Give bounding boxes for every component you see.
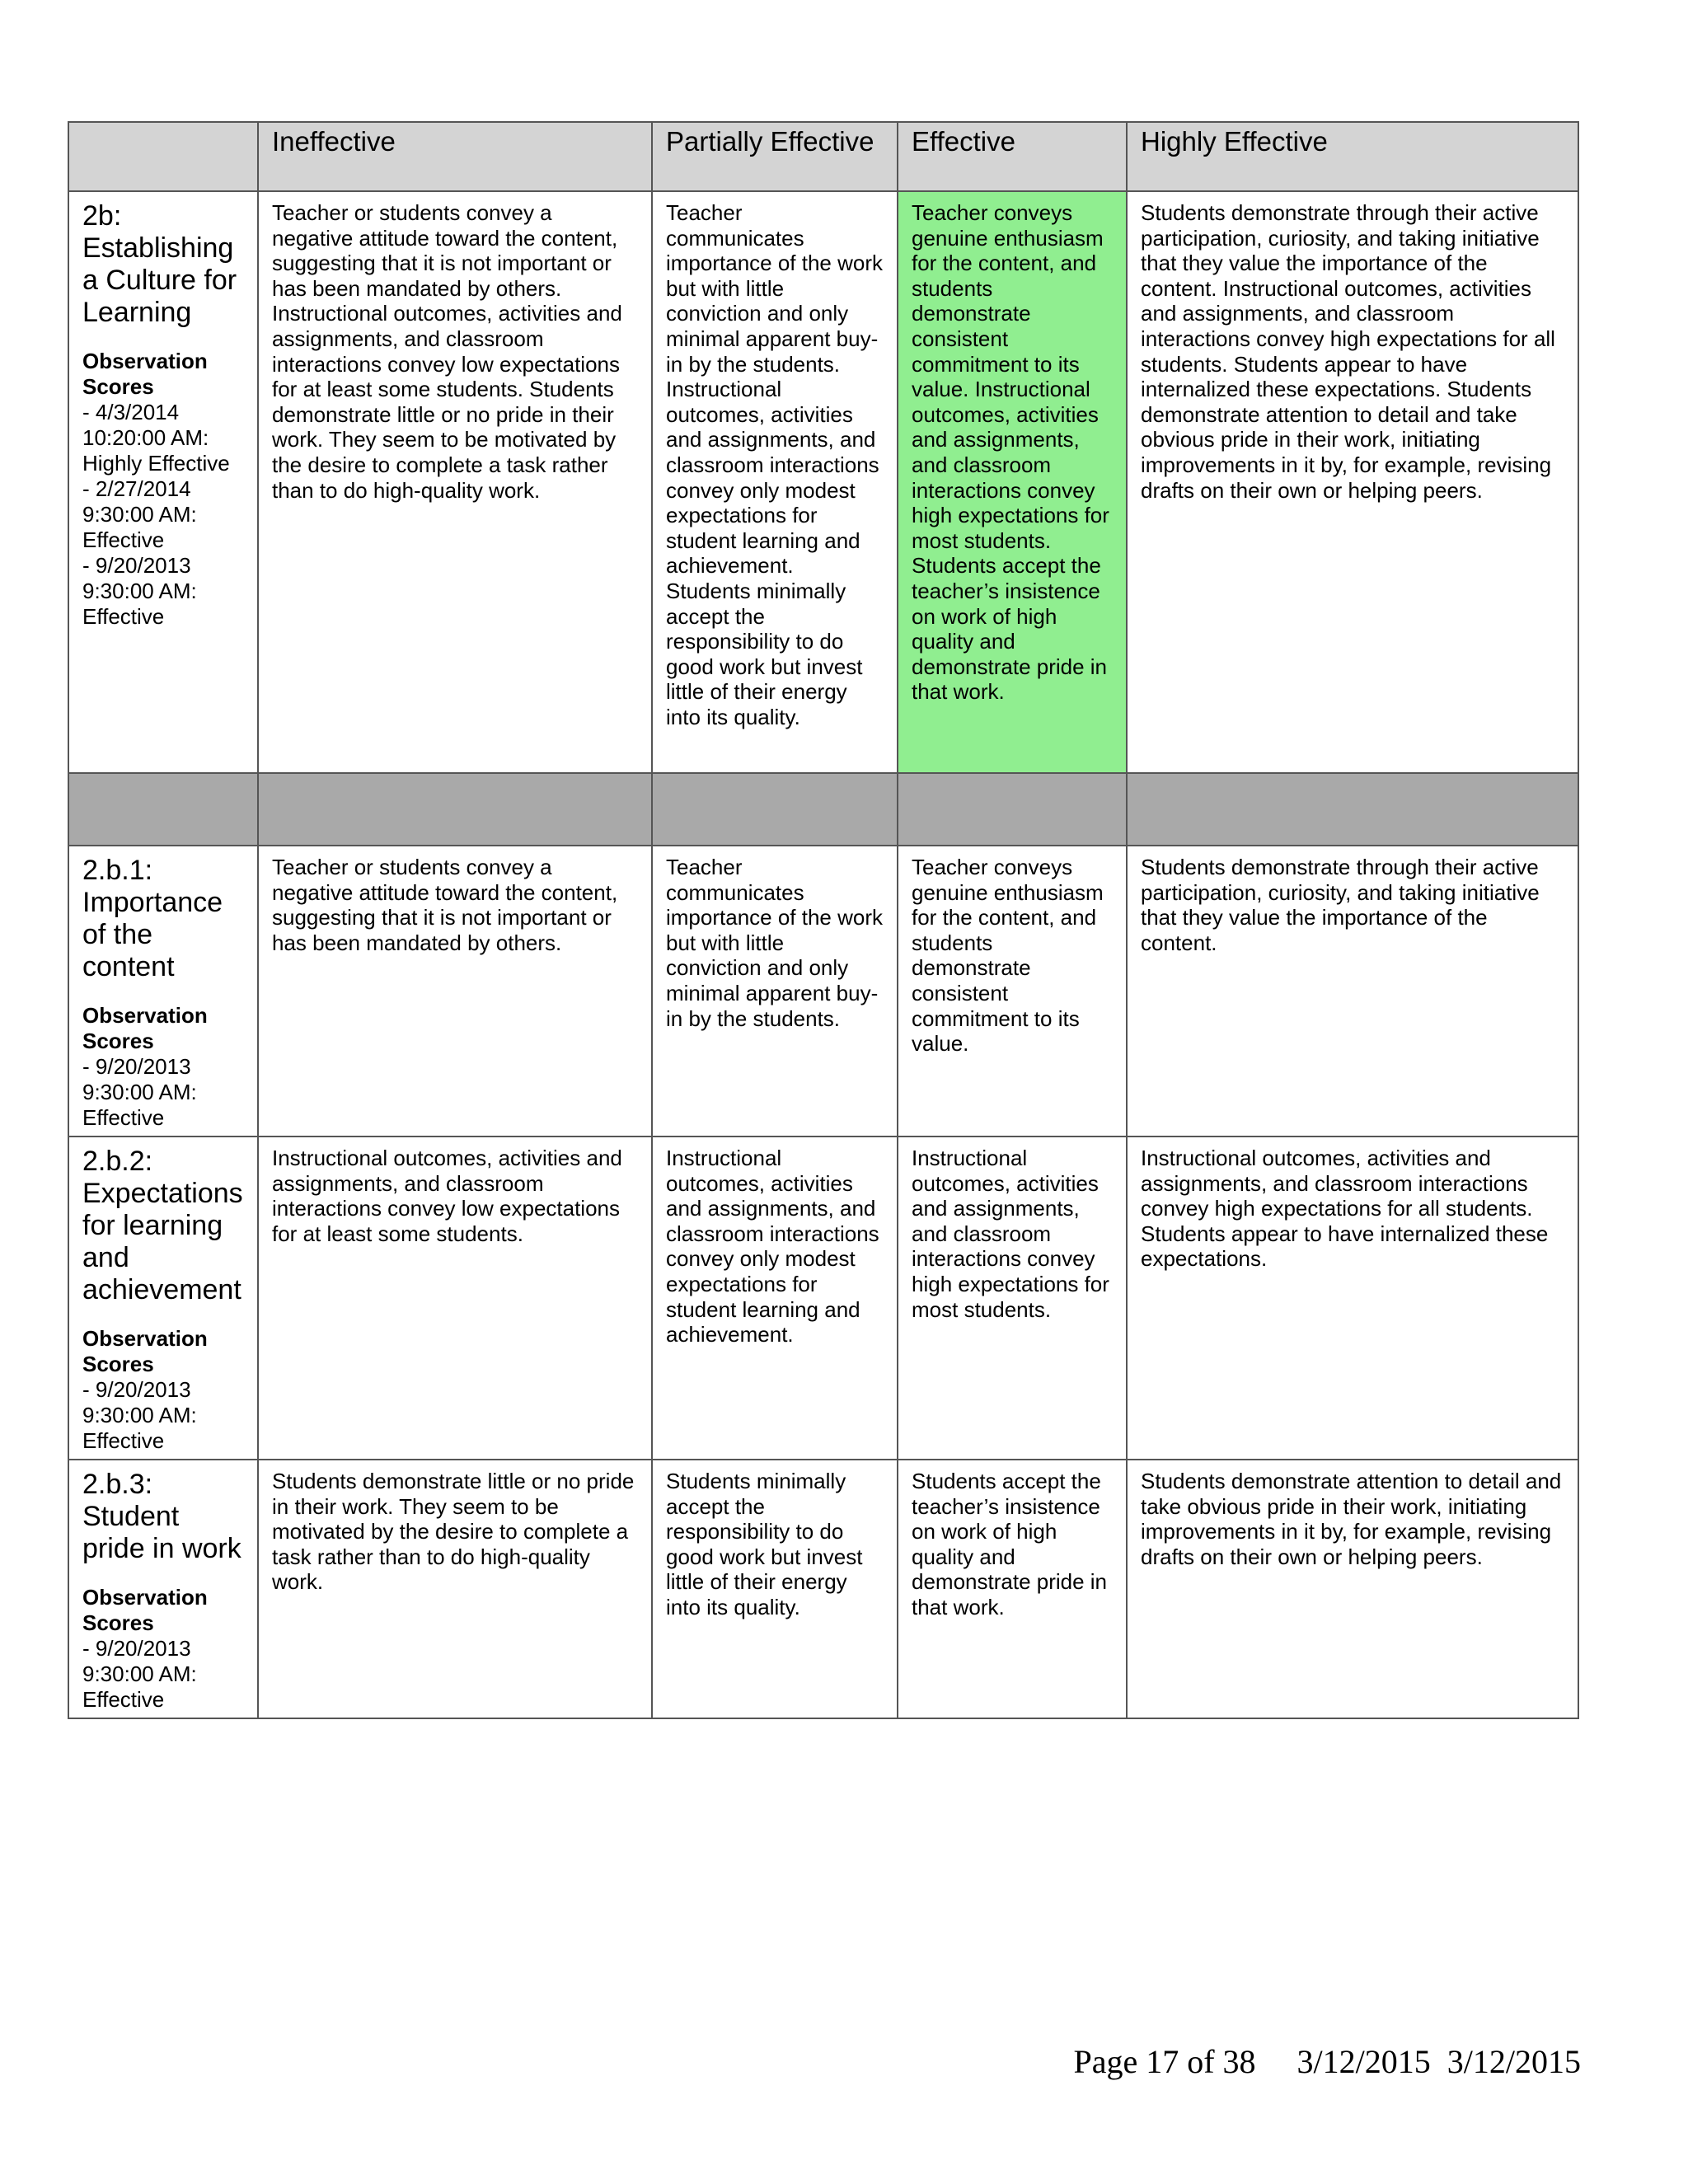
element-row-2b3	[68, 1460, 1578, 1718]
observation-score: - 2/27/2014 9:30:00 AM: Effective	[82, 476, 197, 552]
highly-effective-descriptor: Students demonstrate through their active participation, curiosity, and taking initiative that they value the importance of the content.	[1127, 846, 1578, 1137]
observation-scores-label: Observation Scores	[82, 1585, 208, 1635]
highly-effective-descriptor: Students demonstrate attention to detail and take obvious pride in their work, initiating improvements in it by, for example, revising drafts on their own or helping peers.	[1127, 1460, 1578, 1718]
element-cell	[68, 846, 258, 1137]
rubric-table	[68, 121, 1579, 1719]
element-row-2b2	[68, 1137, 1578, 1460]
partially-effective-descriptor: Instructional outcomes, activities and assignments, and classroom interactions convey only modest expectations for student learning and achievement.	[652, 1137, 898, 1460]
element-title: 2.b.2: Expectations for learning and achievement	[82, 1146, 243, 1305]
element-title: 2.b.1: Importance of the content	[82, 855, 223, 982]
header-highly-effective: Highly Effective	[1127, 122, 1578, 191]
observation-score: - 9/20/2013 9:30:00 AM: Effective	[82, 1636, 197, 1712]
observation-score: - 9/20/2013 9:30:00 AM: Effective	[82, 1377, 197, 1453]
highly-effective-descriptor: Instructional outcomes, activities and assignments, and classroom interactions convey high expectations for all students. Students appear to have internalized these expectations.	[1127, 1137, 1578, 1460]
separator-row	[68, 773, 1578, 846]
page-footer	[1073, 2042, 1581, 2081]
component-row-2b	[68, 191, 1578, 773]
header-row	[68, 122, 1578, 191]
separator-cell	[1127, 773, 1578, 846]
partially-effective-descriptor: Students minimally accept the responsibility to do good work but invest little of their energy into its quality.	[652, 1460, 898, 1718]
effective-descriptor: Students accept the teacher’s insistence on work of high quality and demonstrate pride in that work.	[898, 1460, 1127, 1718]
partially-effective-descriptor: Teacher communicates importance of the work but with little conviction and only minimal apparent buy-in by the students.	[652, 846, 898, 1137]
partially-effective-descriptor: Teacher communicates importance of the work but with little conviction and only minimal apparent buy-in by the students. Instructional outcomes, activities and assignments, and classroom interactions convey only modest expectations for student learning and achievement. Students minimally accept the responsibility to do good work but invest little of their energy into its quality.	[652, 191, 898, 773]
observation-score: - 9/20/2013 9:30:00 AM: Effective	[82, 1054, 197, 1130]
observation-score: - 4/3/2014 10:20:00 AM: Highly Effective	[82, 400, 230, 476]
element-row-2b1	[68, 846, 1578, 1137]
effective-descriptor: Instructional outcomes, activities and assignments, and classroom interactions convey high expectations for most students.	[898, 1137, 1127, 1460]
observation-score: - 9/20/2013 9:30:00 AM: Effective	[82, 553, 197, 629]
footer-date: 3/12/2015	[1296, 2043, 1431, 2080]
header-ineffective: Ineffective	[258, 122, 652, 191]
footer-date: 3/12/2015	[1447, 2043, 1581, 2080]
highly-effective-descriptor: Students demonstrate through their active participation, curiosity, and taking initiative that they value the importance of the content. Instructional outcomes, activities and assignments, and classroom interactions convey high expectations for all students. Students appear to have internalized these expectations. Students demonstrate attention to detail and take obvious pride in their work, initiating improvements in it by, for example, revising drafts on their own or helping peers.	[1127, 191, 1578, 773]
header-effective: Effective	[898, 122, 1127, 191]
ineffective-descriptor: Teacher or students convey a negative attitude toward the content, suggesting that it is not important or has been mandated by others.	[258, 846, 652, 1137]
element-cell	[68, 1460, 258, 1718]
header-blank	[68, 122, 258, 191]
separator-cell	[258, 773, 652, 846]
ineffective-descriptor: Instructional outcomes, activities and assignments, and classroom interactions convey low expectations for at least some students.	[258, 1137, 652, 1460]
header-partially-effective: Partially Effective	[652, 122, 898, 191]
ineffective-descriptor: Teacher or students convey a negative attitude toward the content, suggesting that it is not important or has been mandated by others. Instructional outcomes, activities and assignments, and classroom interactions convey low expectations for at least some students. Students demonstrate little or no pride in their work. They seem to be motivated by the desire to complete a task rather than to do high-quality work.	[258, 191, 652, 773]
observation-scores-label: Observation Scores	[82, 1003, 208, 1053]
separator-cell	[898, 773, 1127, 846]
observation-scores-label: Observation Scores	[82, 349, 208, 399]
component-title: 2b: Establishing a Culture for Learning	[82, 200, 237, 328]
element-title: 2.b.3: Student pride in work	[82, 1469, 241, 1564]
separator-cell	[652, 773, 898, 846]
effective-descriptor-highlighted: Teacher conveys genuine enthusiasm for the content, and students demonstrate consistent commitment to its value. Instructional outcomes, activities and assignments, and classroom interactions convey high expectations for most students. Students accept the teacher’s insistence on work of high quality and demonstrate pride in that work.	[898, 191, 1127, 773]
separator-cell	[68, 773, 258, 846]
component-cell	[68, 191, 258, 773]
page-number: Page 17 of 38	[1073, 2043, 1256, 2080]
effective-descriptor: Teacher conveys genuine enthusiasm for the content, and students demonstrate consistent commitment to its value.	[898, 846, 1127, 1137]
element-cell	[68, 1137, 258, 1460]
observation-scores-label: Observation Scores	[82, 1326, 208, 1376]
ineffective-descriptor: Students demonstrate little or no pride in their work. They seem to be motivated by the desire to complete a task rather than to do high-quality work.	[258, 1460, 652, 1718]
